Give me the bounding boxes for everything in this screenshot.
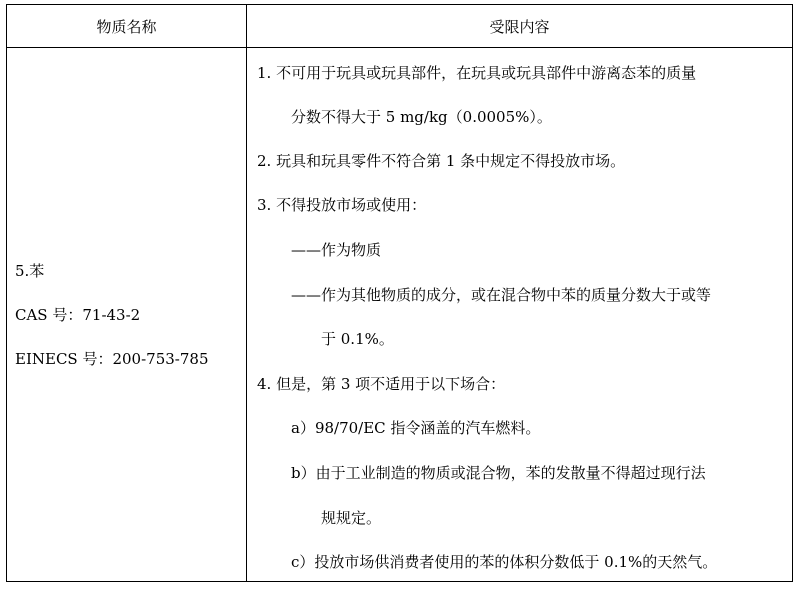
substance-einecs: EINECS 号：200-753-785 [15,350,209,368]
restriction-line: 3. 不得投放市场或使用： [257,196,427,214]
header-divider [7,47,792,48]
substance-name: 5.苯 [15,262,45,280]
restriction-line: 2. 玩具和玩具零件不符合第 1 条中规定不得投放市场。 [257,152,626,170]
restriction-line: 分数不得大于 5 mg/kg（0.0005%）。 [291,108,552,126]
restriction-line: 4. 但是，第 3 项不适用于以下场合： [257,375,506,393]
restriction-line: ——作为物质 [291,241,382,259]
header-restriction-content: 受限内容 [489,17,550,36]
column-divider [246,5,247,581]
restriction-line: 规规定。 [321,509,382,527]
restriction-line: ——作为其他物质的成分，或在混合物中苯的质量分数大于或等 [291,286,712,304]
restriction-line: 1. 不可用于玩具或玩具部件，在玩具或玩具部件中游离态苯的质量 [257,64,697,82]
header-substance-name: 物质名称 [96,17,157,36]
restriction-line: 于 0.1%。 [321,330,394,348]
substance-cell [15,261,209,393]
restriction-line: a）98/70/EC 指令涵盖的汽车燃料。 [291,419,541,437]
restriction-line: b）由于工业制造的物质或混合物，苯的发散量不得超过现行法 [291,464,706,482]
substance-cas: CAS 号：71-43-2 [15,306,141,324]
restriction-table [6,4,793,582]
restriction-line: c）投放市场供消费者使用的苯的体积分数低于 0.1%的天然气。 [291,553,718,571]
